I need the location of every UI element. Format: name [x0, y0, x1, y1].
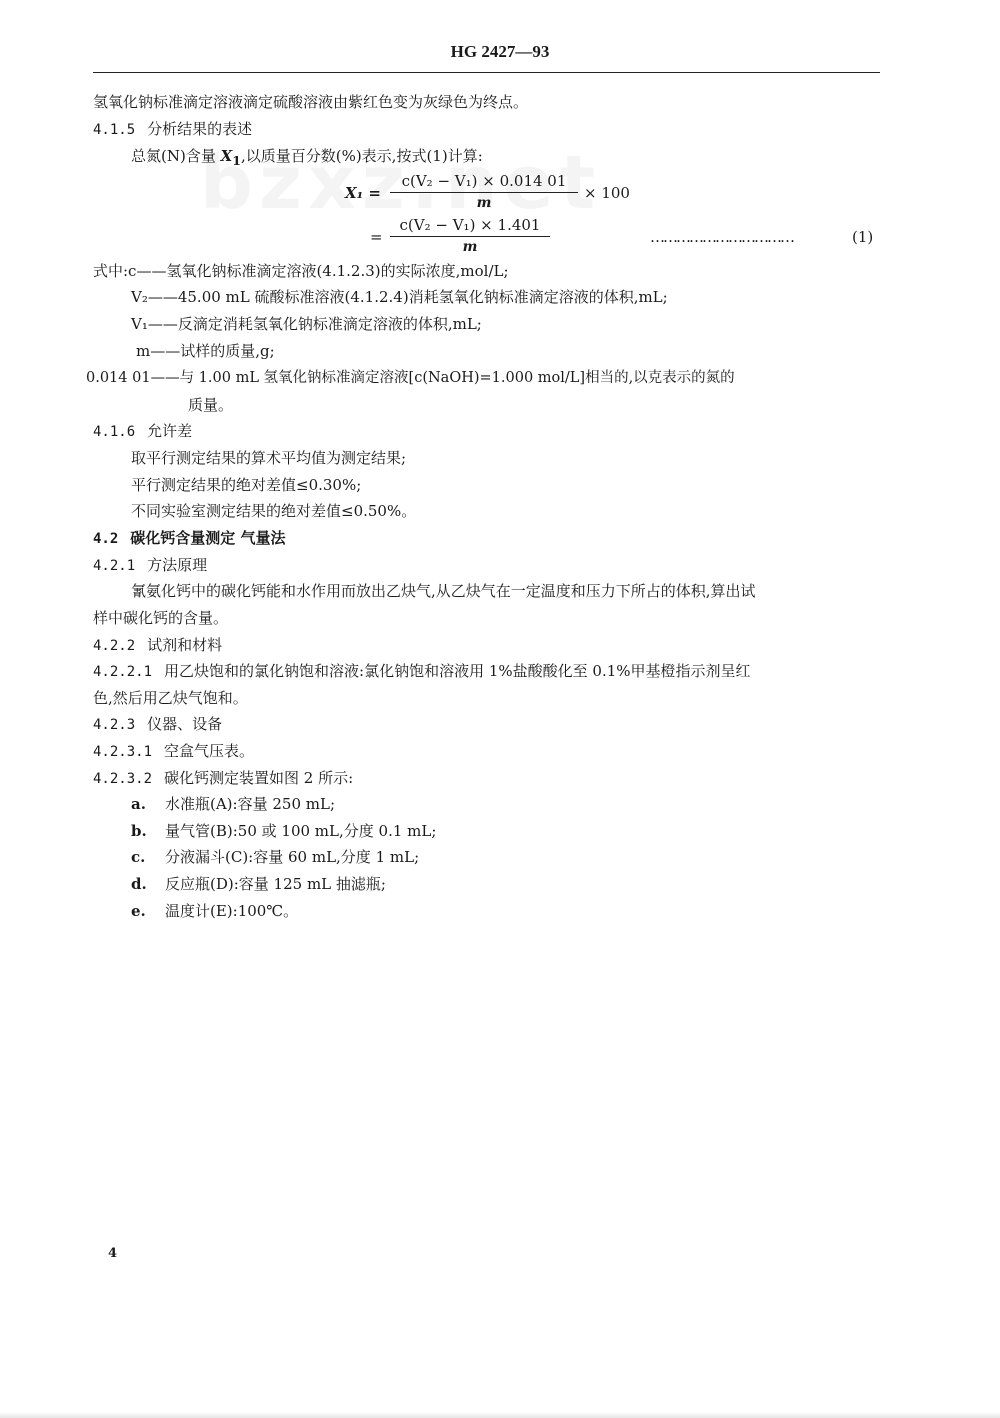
- tolerance-2: 平行测定结果的绝对差值≤0.30%;: [131, 476, 362, 494]
- where-v1: V₁——反滴定消耗氢氧化钠标准滴定溶液的体积,mL;: [131, 315, 482, 333]
- formula-number: (1): [852, 228, 874, 246]
- list-item-c: c. 分液漏斗(C):容量 60 mL,分度 1 mL;: [131, 848, 420, 866]
- list-item-b: b. 量气管(B):50 或 100 mL,分度 0.1 mL;: [131, 822, 437, 840]
- formula-lhs: X₁ =: [345, 184, 381, 202]
- page-number: 4: [108, 1246, 118, 1261]
- formula-intro: 总氮(N)含量 $X_1$,以质量百分数(%)表示,按式(1)计算:: [131, 147, 483, 168]
- formula-leader-dots: ……………………………: [650, 228, 793, 246]
- paragraph-endpoint: 氢氧化钠标准滴定溶液滴定硫酸溶液由紫红色变为灰绿色为终点。: [93, 93, 529, 111]
- where-constant-cont: 质量。: [188, 396, 234, 414]
- section-4-2-3-heading: 4.2.3 仪器、设备: [93, 715, 223, 733]
- where-constant: 0.014 01——与 1.00 mL 氢氧化钠标准滴定溶液[c(NaOH)=1.000 mol/L]相当的,以克表示的氮的: [86, 370, 735, 386]
- where-c: 式中:c——氢氧化钠标准滴定溶液(4.1.2.3)的实际浓度,mol/L;: [93, 262, 509, 280]
- tolerance-1: 取平行测定结果的算术平均值为测定结果;: [131, 449, 407, 467]
- where-m: m——试样的质量,g;: [136, 342, 275, 360]
- principle-line-1: 氰氨化钙中的碳化钙能和水作用而放出乙炔气,从乙炔气在一定温度和压力下所占的体积,算出试: [131, 582, 756, 600]
- section-4-2-2-1-cont: 色,然后用乙炔气饱和。: [93, 689, 248, 707]
- section-4-2-3-1: 4.2.3.1 空盒气压表。: [93, 742, 255, 760]
- section-4-2-3-2: 4.2.3.2 碳化钙测定装置如图 2 所示:: [93, 769, 354, 787]
- list-item-a: a. 水准瓶(A):容量 250 mL;: [131, 795, 335, 813]
- formula-fraction-1: c(V₂ − V₁) × 0.014 01 m: [390, 172, 578, 211]
- where-v2: V₂——45.00 mL 硫酸标准溶液(4.1.2.4)消耗氢氧化钠标准滴定溶液的体积,mL;: [131, 288, 668, 306]
- formula-equals: =: [370, 228, 383, 246]
- list-item-d: d. 反应瓶(D):容量 125 mL 抽滤瓶;: [131, 875, 386, 893]
- page-edge: [0, 1412, 1000, 1418]
- section-4-2-heading: 4.2 碳化钙含量测定 气量法: [93, 529, 286, 547]
- section-4-2-1-heading: 4.2.1 方法原理: [93, 556, 208, 574]
- section-4-1-6-heading: 4.1.6 允许差: [93, 422, 193, 440]
- standard-code-header: HG 2427—93: [450, 42, 550, 61]
- principle-line-2: 样中碳化钙的含量。: [93, 609, 229, 627]
- section-4-2-2-1: 4.2.2.1 用乙炔饱和的氯化钠饱和溶液:氯化钠饱和溶液用 1%盐酸酸化至 0.1%甲基橙指示剂呈红: [93, 662, 751, 680]
- formula-multiplier: × 100: [584, 184, 630, 202]
- section-4-1-5-heading: 4.1.5 分析结果的表述: [93, 120, 253, 138]
- formula-fraction-2: c(V₂ − V₁) × 1.401 m: [390, 216, 550, 255]
- tolerance-3: 不同实验室测定结果的绝对差值≤0.50%。: [131, 502, 417, 520]
- section-4-2-2-heading: 4.2.2 试剂和材料: [93, 636, 223, 654]
- list-item-e: e. 温度计(E):100℃。: [131, 902, 299, 920]
- header-rule: [93, 72, 880, 73]
